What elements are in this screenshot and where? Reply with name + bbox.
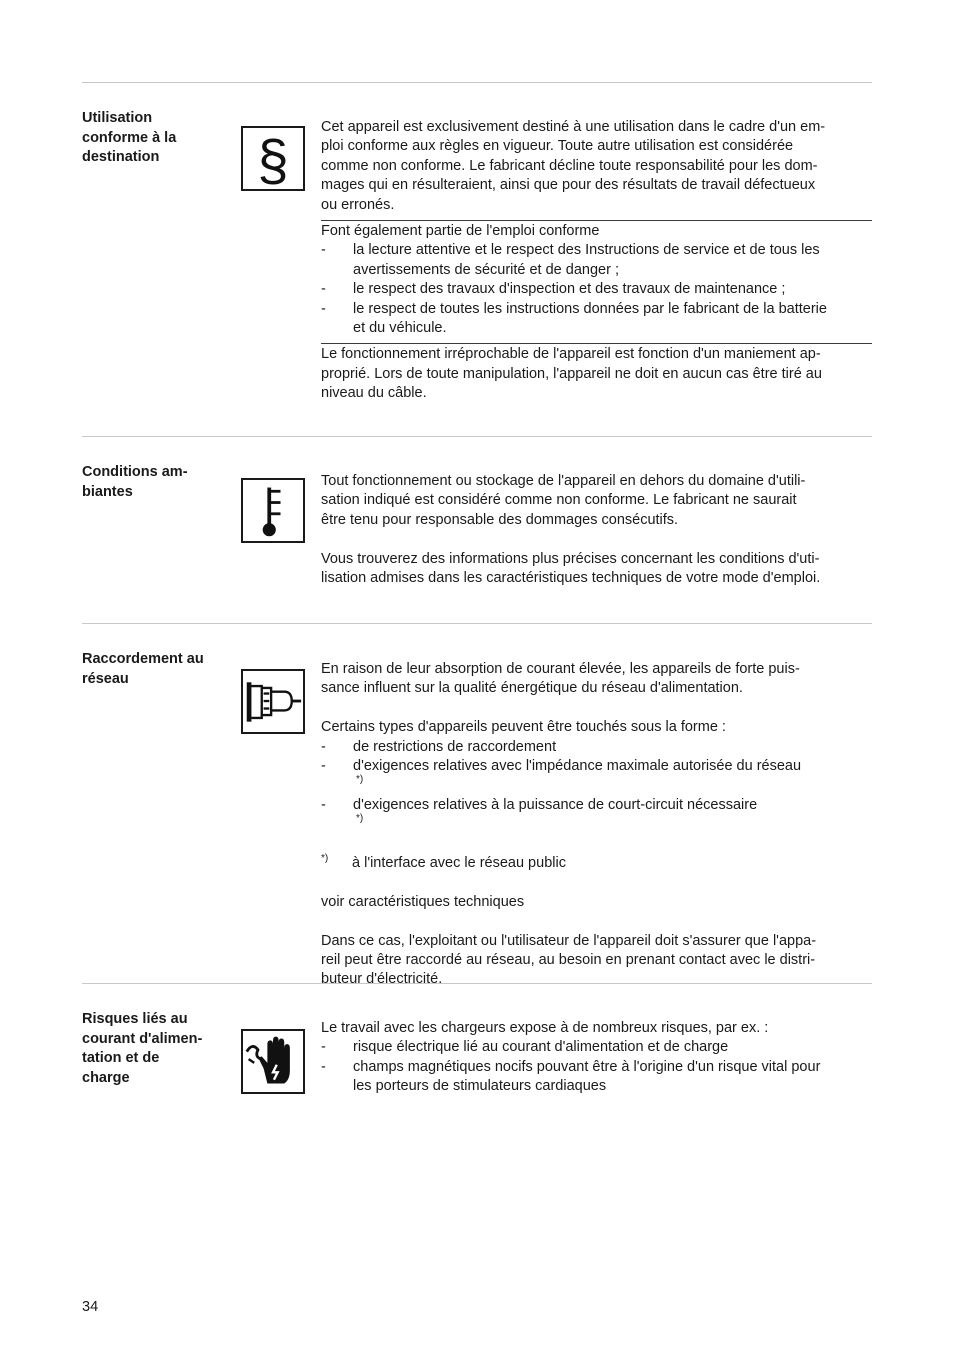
- heading-line: réseau: [82, 670, 129, 687]
- text-line: sation indiqué est considéré comme non conforme. Le fabricant ne saurait: [321, 492, 797, 509]
- list-item: [321, 1058, 872, 1097]
- list-item: [321, 1038, 872, 1057]
- thermometer-icon: [241, 478, 305, 543]
- list-intro: Le travail avec les chargeurs expose à de nombreux risques, par ex. :: [321, 1020, 769, 1036]
- mains-plug-icon: [241, 669, 305, 734]
- text-line: risque électrique lié au courant d'alimentation et de charge: [353, 1039, 729, 1056]
- text-line: buteur d'électricité.: [321, 971, 443, 988]
- list-item: [321, 738, 872, 757]
- section-divider: [82, 436, 872, 437]
- section-heading: [82, 463, 227, 502]
- text-line: proprié. Lors de toute manipulation, l'appareil ne doit en aucun cas être tiré au: [321, 365, 822, 382]
- text-line: d'exigences relatives à la puissance de court-circuit nécessaire: [353, 796, 758, 813]
- text-line: avertissements de sécurité et de danger ;: [353, 261, 619, 278]
- section-divider: [82, 623, 872, 624]
- text-line: champs magnétiques nocifs pouvant être à l'origine d'un risque vital pour: [353, 1058, 821, 1075]
- section-divider: [82, 983, 872, 984]
- text-line: niveau du câble.: [321, 385, 427, 402]
- text-line: sance influent sur la qualité énergétique du réseau d'alimentation.: [321, 680, 743, 697]
- heading-line: conforme à la: [82, 129, 177, 146]
- bullet-dash: -: [321, 1058, 326, 1075]
- text-line: lisation admises dans les caractéristiques techniques de votre mode d'emploi.: [321, 570, 821, 587]
- section-heading: [82, 1010, 227, 1088]
- text-line: être tenu pour responsable des dommages consécutifs.: [321, 511, 679, 528]
- bullet-dash: -: [321, 738, 326, 755]
- list-item: [321, 757, 872, 796]
- list-item: [321, 241, 872, 280]
- svg-text:§: §: [257, 128, 289, 189]
- list-intro: Certains types d'appareils peuvent être touchés sous la forme :: [321, 719, 726, 736]
- intended-use-paragraph: [321, 118, 872, 215]
- list-item: [321, 280, 872, 299]
- text-line: En raison de leur absorption de courant élevée, les appareils de forte puis-: [321, 661, 800, 677]
- heading-line: Conditions am-: [82, 464, 188, 480]
- top-divider: [82, 82, 872, 83]
- footnote-text: à l'interface avec le réseau public: [352, 855, 566, 872]
- text-line: Dans ce cas, l'exploitant ou l'utilisateur de l'appareil doit s'assurer que l'appa-: [321, 932, 817, 949]
- heading-line: Raccordement au: [82, 651, 204, 667]
- footnote: [321, 854, 872, 873]
- section-body: [321, 1019, 872, 1097]
- text-line: de restrictions de raccordement: [353, 738, 557, 755]
- page-number: 34: [82, 1299, 99, 1315]
- section-body: [321, 118, 872, 404]
- handling-paragraph: [321, 343, 872, 403]
- text-line: mages qui en résulteraient, ainsi que pour des résultats de travail défectueux: [321, 177, 816, 194]
- heading-line: charge: [82, 1069, 130, 1086]
- heading-line: Risques liés au: [82, 1011, 188, 1027]
- list-item: [321, 300, 872, 339]
- heading-line: biantes: [82, 483, 133, 500]
- text-line: la lecture attentive et le respect des Instructions de service et de tous les: [353, 242, 820, 259]
- bullet-dash: -: [321, 281, 326, 298]
- heading-line: courant d'alimen-: [82, 1030, 203, 1047]
- section-body: [321, 660, 872, 990]
- text-line: Vous trouverez des informations plus précises concernant les conditions d'uti-: [321, 550, 820, 567]
- bullet-dash: -: [321, 242, 326, 259]
- text-line: ploi conforme aux règles en vigueur. Toute autre utilisation est considérée: [321, 138, 794, 155]
- list-item: [321, 796, 872, 835]
- heading-line: Utilisation: [82, 110, 153, 126]
- text-line: Le fonctionnement irréprochable de l'appareil est fonction d'un maniement ap-: [321, 346, 821, 363]
- text-line: Cet appareil est exclusivement destiné à une utilisation dans le cadre d'un em-: [321, 119, 826, 135]
- text-line: comme non conforme. Le fabricant décline toute responsabilité pour les dom-: [321, 157, 818, 174]
- bullet-dash: -: [321, 300, 326, 317]
- list-intro: Font également partie de l'emploi conforme: [321, 223, 600, 240]
- text-line: les porteurs de stimulateurs cardiaques: [353, 1078, 607, 1095]
- bullet-dash: -: [321, 1039, 326, 1056]
- text-line: et du véhicule.: [353, 320, 447, 337]
- text-line: Tout fonctionnement ou stockage de l'appareil en dehors du domaine d'utili-: [321, 473, 806, 489]
- footnote-marker: *): [356, 774, 364, 786]
- footnote-marker: *): [356, 813, 364, 825]
- section-body: [321, 472, 872, 588]
- text-line: le respect de toutes les instructions données par le fabricant de la batterie: [353, 300, 827, 317]
- section-heading: [82, 109, 227, 168]
- intended-use-list-block: [321, 220, 872, 338]
- footnote-marker: *): [321, 853, 329, 865]
- bullet-dash: -: [321, 758, 326, 775]
- electric-shock-hand-icon: [241, 1029, 305, 1094]
- text-line: d'exigences relatives avec l'impédance maximale autorisée du réseau: [353, 758, 802, 775]
- heading-line: destination: [82, 149, 160, 165]
- text-line: ou erronés.: [321, 196, 395, 213]
- tech-reference: voir caractéristiques techniques: [321, 893, 525, 910]
- paragraph-icon: [241, 126, 305, 191]
- text-line: reil peut être raccordé au réseau, au besoin en prenant contact avec le distri-: [321, 952, 816, 969]
- bullet-dash: -: [321, 796, 326, 813]
- heading-line: tation et de: [82, 1050, 160, 1066]
- text-line: le respect des travaux d'inspection et des travaux de maintenance ;: [353, 281, 786, 298]
- section-heading: [82, 650, 227, 689]
